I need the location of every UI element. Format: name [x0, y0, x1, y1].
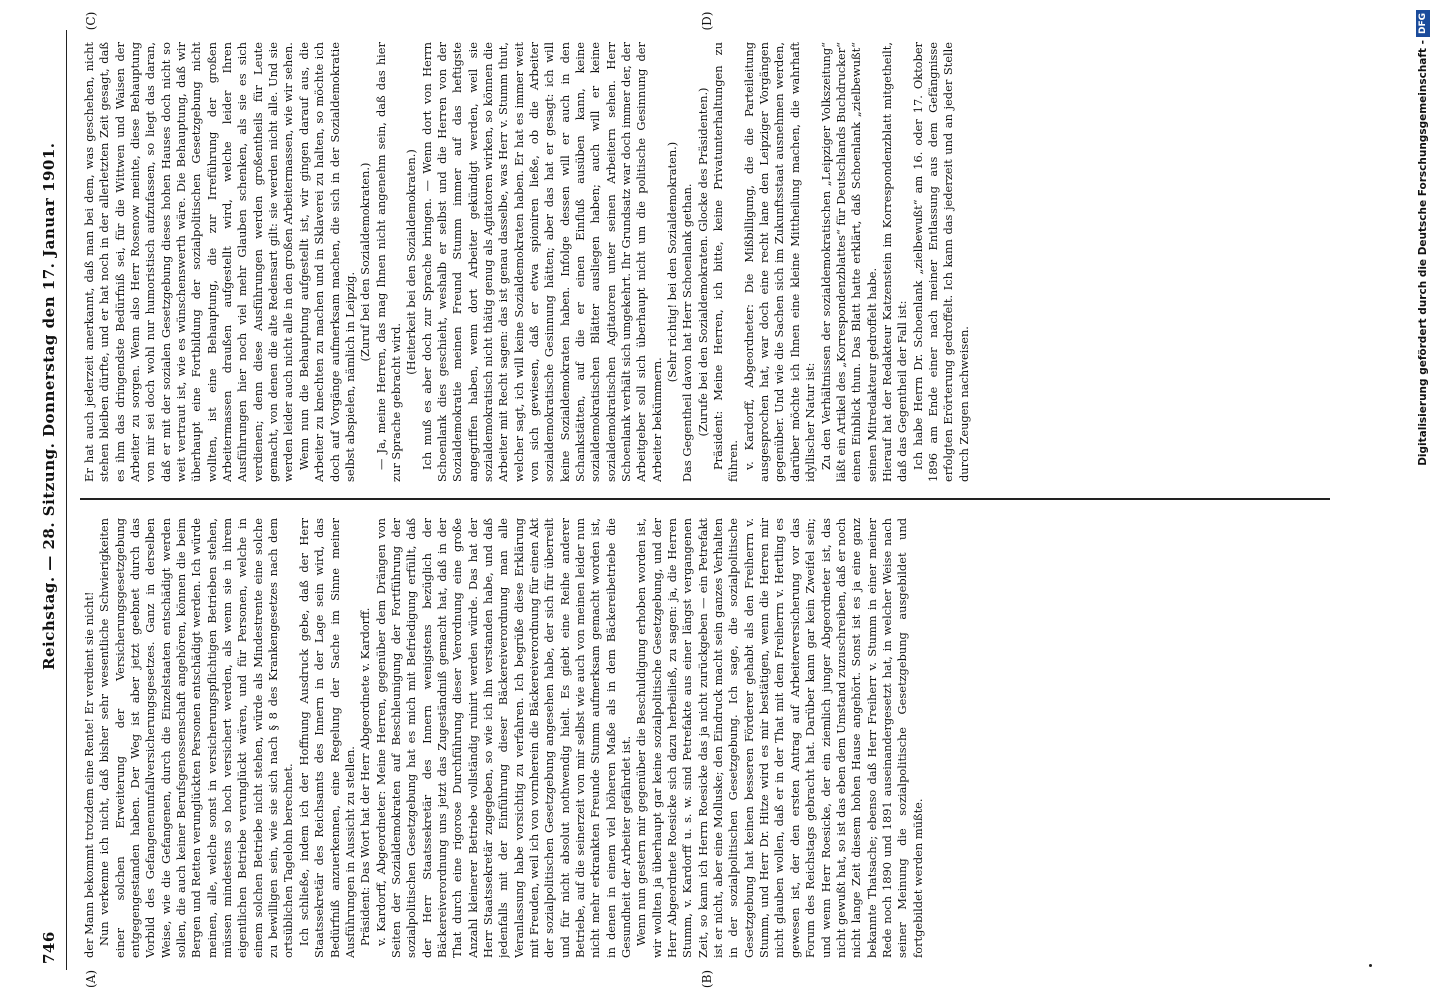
dfg-badge: DFG: [1416, 10, 1430, 37]
paragraph: Das Gegentheil davon hat Herr Schoenlank gethan.: [680, 183, 695, 482]
paragraph: Nun verkenne ich nicht, daß bisher sehr wesentliche Schwierigkeiten einer solchen Erweiterung der Versicherungsgesetzgebung entgegengestanden haben. Der Weg ist aber jetzt geebnet durch das Vorbild des Gefangenenunfallversicherungsgesetzes. Ganz in derselben Weise, wie die Gefangenen, durch die Einzelstaaten entschädigt werden sollen, die auch keiner Berufsgenossenschaft angehören, können die beim Bergen und Retten verunglückten Personen entschädigt werden. Ich würde meinen, alle, welche sonst in versicherungspflichtigen Betrieben stehen, müssen mindestens so hoch versichert werden, als wenn sie in ihrem eigentlichen Betriebe verunglückt wären, und für Personen, welche in einem solchen Betriebe nicht stehen, würde als Mindestrente eine solche zu bewilligen sein, wie sie sich nach § 8 des Krankengesetzes nach dem ortsüblichen Tagelohn berechnet.: [97, 518, 296, 958]
credit-text: Digitalisierung gefördert durch die Deutsche Forschungsgemeinschaft -: [1417, 40, 1429, 466]
page-header: [36, 30, 66, 970]
header-rule: [66, 30, 67, 970]
paragraph: Ich muß es aber doch zur Sprache bringen. — Wenn dort von Herrn Schoenlank dies geschieht, weshalb er selbst und die Herren von der Sozialdemokratie meinen Freund Stumm immer auf das heftigste angegriffen haben, wenn dort Arbeiter gekündigt werden, weil sie sozialdemokratisch nicht thätig genug als Agitatoren wirken, so können die Arbeiter mit Recht sagen: das ist genau dasselbe, was Herr v. Stumm thut, welcher sagt, ich will keine Sozialdemokraten haben. Er hat es immer weit von sich gewiesen, daß er etwa spioniren ließe, ob die Arbeiter sozialdemokratische Gesinnung hätten; aber das hat er gesagt: ich will keine Sozialdemokraten haben. Infolge dessen will er auch in den Schankstätten, auf die er einen Einfluß ausüben kann, keine sozialdemokratischen Blätter ausliegen haben; auch will er keine sozialdemokratischen Agitatoren unter seinen Arbeitern sehen. Herr Schoenlank verhält sich umgekehrt. Ihr Grundsatz war doch immer der, der Arbeitgeber soll sich überhaupt nicht um die politische Gesinnung der Arbeiter bekümmern.: [419, 42, 664, 482]
running-title: Reichstag. — 28. Sitzung. Donnerstag den 17. Januar 1901.: [40, 142, 58, 670]
paragraph: Er hat auch jederzeit anerkannt, daß man bei dem, was geschehen, nicht stehen bleiben dürfte, und er hat noch in der allerletzten Zeit gesagt, daß es ihm das dringendste Bedürfniß sei, für die Wittwen und Waisen der Arbeiter zu sorgen. Wenn also Herr Rosenow meinte, diese Behauptung von mir sei doch wohl nur humoristisch aufzufassen, so liegt das daran, daß er mit der sozialen Gesetzgebung dieses hohen Hauses doch nicht so weit vertraut ist, wie es wünschenswerth wäre. Die Behauptung, daß wir überhaupt eine Fortbildung der sozialpolitischen Gesetzgebung nicht wollten, ist eine Behauptung, die zur Irreführung der großen Arbeitermassen draußen aufgestellt wird, welche leider Ihren Ausführungen hier noch viel mehr Glauben schenken, als sie es sich verdienen; denn diese Ausführungen werden großentheils für Leute gemacht, von denen die alte Redensart gilt: sie werden nicht alle. Und sie werden leider auch nicht alle in den großen Arbeitermassen, wie wir sehen.: [82, 42, 296, 482]
paragraph: Wenn nun gestern mir gegenüber die Beschuldigung erhoben worden ist, wir wollten ja überhaupt gar keine sozialpolitische Gesetzgebung, und der Herr Abgeordnete Roesicke sich dazu herbeiließ, zu sagen: ja, die Herren Stumm, v. Kardorff u. s. w. sind Petrefakte aus einer längst vergangenen Zeit, so kann ich Herrn Roesicke das ja nicht zurückgeben — ein Petrefakt ist er nicht, aber eine Molluske; den Eindruck macht sein ganzes Verhalten in der sozialpolitischen Gesetzgebung. Ich sage, die sozialpolitische Gesetzgebung hat keinen besseren Förderer gehabt als den Freiherrn v. Stumm, und Herr Dr. Hitze wird es mir bestätigen, wenn die Herren mir nicht glauben wollen, daß er in der That mit dem Freiherrn v. Hertling es gewesen ist, der den ersten Antrag auf Arbeiterversicherung vor das Forum des Reichstags gebracht hat. Darüber kann gar kein Zweifel sein; und wenn Herr Roesicke, der ein ziemlich junger Abgeordneter ist, das nicht gewußt hat, so ist das eben dem Umstand zuzuschreiben, daß er noch nicht lange Zeit diesem hohen Hause angehört. Sonst ist es ja eine ganz bekannte Thatsache; ebenso daß Herr Freiherr v. Stumm in einer meiner Rede noch 1890 und 1891 auseinandergesetzt hat, in welcher Weise nach seiner Meinung die sozialpolitische Gesetzgebung ausgebildet und fortgebildet werden müßte.: [634, 518, 925, 958]
paragraph: Ich schließe, indem ich der Hoffnung Ausdruck gebe, daß der Herr Staatssekretär des Reichsamts des Innern in der Lage sein wird, das Bedürfniß anzuerkennen, eine Regelung der Sache im Sinne meiner Ausführungen in Aussicht zu stellen.: [296, 518, 357, 958]
paragraph: Präsident: Meine Herren, ich bitte, keine Privatunterhaltungen zu führen.: [711, 42, 741, 482]
paragraph: — Ja, meine Herren, das mag Ihnen nicht angenehm sein, daß das hier zur Sprache gebracht wird.: [373, 42, 403, 482]
scan-speck: [1369, 964, 1372, 967]
quotation: Ich habe Herrn Dr. Schoenlank „zielbewußt“ am 16. oder 17. Oktober 1896 am Ende einer nach meiner Entlassung aus dem Gefängnisse erfolgten Erörterung gedroffelt. Ich kann das jederzeit und an jeder Stelle durch Zeugen nachweisen.: [910, 42, 971, 482]
left-column: [82, 518, 1322, 958]
digitization-credit: [1400, 10, 1434, 1000]
interjection: (Heiterkeit bei den Sozialdemokraten.): [404, 149, 419, 375]
column-rule: [80, 498, 1330, 500]
paragraph: v. Kardorff, Abgeordneter: Die Mißbilligung, die die Parteileitung ausgesprochen hat, war doch eine recht lane den Leipziger Vorgängen gegenüber. Und wie die Sachen sich im Zukunftsstaat ausnehmen werden, darüber möchte ich Ihnen eine kleine Mittheilung machen, die wahrhaft idyllischer Natur ist:: [741, 42, 818, 482]
margin-marker-b: (B): [700, 969, 714, 989]
margin-marker-a: (A): [84, 969, 98, 989]
paragraph: Präsident: Das Wort hat der Herr Abgeordnete v. Kardorff.: [358, 607, 373, 946]
page-number: 746: [40, 931, 58, 964]
interjection: (Sehr richtig! bei den Sozialdemokraten.): [665, 141, 680, 383]
quotation: Zu den Verhältnissen der sozialdemokratischen „Leipziger Volkszeitung“ läßt ein Artikel des „Korrespondenzblattes“ für Deutschlands Buchdrucker“ einen Einblick thun. Das Blatt hatte erklärt, daß Schoenlank „zielbewußt“ seinen Mitredakteur gedroffelt habe.: [818, 42, 879, 482]
paragraph: Hierauf hat der Redakteur Katzenstein im Korrespondenzblatt mitgetheilt, daß das Gegentheil der Fall ist:: [879, 42, 910, 482]
margin-marker-d: (D): [700, 11, 714, 31]
right-column: [82, 42, 1322, 482]
interjection: (Zuruf bei den Sozialdemokraten.): [358, 162, 373, 362]
paragraph: der Mann bekommt trotzdem eine Rente! Er verdient sie nicht!: [82, 591, 96, 958]
paragraph: Wenn nun die Behauptung aufgestellt ist, wir gingen darauf aus, die Arbeiter zu knechten zu machen und in Sklaverei zu halten, so möchte ich doch auf Vorgänge aufmerksam machen, die sich in der Sozialdemokratie selbst abspielen, nämlich in Leipzig.: [296, 42, 357, 482]
interjection: (Zurufe bei den Sozialdemokraten. Glocke des Präsidenten.): [695, 87, 710, 437]
paragraph: v. Kardorff, Abgeordneter: Meine Herren, gegenüber dem Drängen von Seiten der Sozialdemokraten auf Beschleunigung der Fortführung der sozialpolitischen Gesetzgebung hat es mich mit Befriedigung erfüllt, daß der Herr Staatssekretär des Innern wenigstens bezüglich der Bäckereiverordnung uns jetzt das Zugeständniß gemacht hat, daß in der That durch eine rigorose Durchführung dieser Verordnung eine große Anzahl kleinerer Betriebe vollständig ruinirt werden würde. Das hat der Herr Staatssekretär zugegeben, so wie ich ihn verstanden habe, und daß jedenfalls mit der Einführung dieser Bäckereiverordnung man alle Veranlassung habe vorsichtig zu verfahren. Ich begrüße diese Erklärung mit Freuden, weil ich von vornherein die Bäckereiverordnung für einen Akt der sozialpolitischen Gesetzgebung angesehen habe, der sich für überreilt und für nicht absolut nothwendig hielt. Es giebt eine Reihe anderer Betriebe, auf die seinerzeit von mir selbst wie auch von meinen leider nun nicht mehr erkrankten Freunde Stumm aufmerksam gemacht worden ist, in denen in einem viel höheren Maße als in dem Bäckereibetriebe die Gesundheit der Arbeiter gefährdet ist.: [373, 518, 634, 958]
margin-marker-c: (C): [84, 11, 98, 31]
